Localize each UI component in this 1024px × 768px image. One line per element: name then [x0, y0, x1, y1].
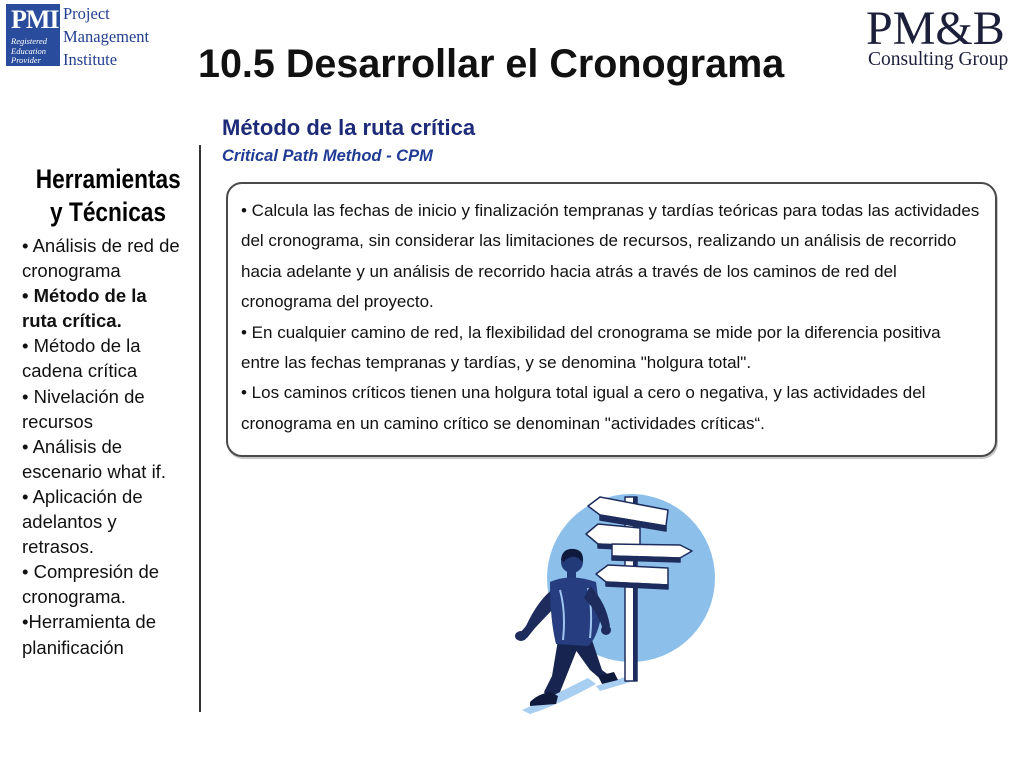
tool-item-leads-lags	[22, 484, 198, 559]
tool-item-line: •Herramienta de	[22, 611, 156, 633]
businessman-at-signpost-icon	[500, 470, 730, 715]
bullet-early-late-dates	[241, 196, 985, 318]
pmi-wordmark-line: Institute	[63, 50, 118, 69]
tool-item-line: • Aplicación de	[22, 485, 143, 507]
pmb-logo-tagline: Consulting Group	[868, 49, 1009, 70]
bullet-line: cronograma del proyecto.	[241, 292, 434, 312]
tool-item-line: ruta crítica.	[22, 310, 122, 332]
tool-item-scheduling-tool	[22, 609, 198, 659]
pmi-logo-wordmark	[63, 2, 149, 71]
slide-title: 10.5 Desarrollar el Cronograma	[198, 42, 785, 86]
tool-item-line: retrasos.	[22, 536, 94, 558]
pmi-wordmark-line: Management	[63, 27, 150, 46]
tool-item-line: cronograma	[22, 260, 121, 282]
tool-item-line: • Análisis de red de	[22, 235, 180, 256]
bullet-line: del cronograma, sin considerar las limitaciones de recursos, realizando un análisis de recorrido	[241, 231, 957, 251]
back-foot	[530, 692, 558, 706]
pmi-logo-mark: PMI	[11, 5, 59, 34]
bullet-total-float	[241, 318, 985, 379]
tool-item-line: cronograma.	[22, 586, 126, 608]
tool-item-line: adelantos y	[22, 511, 117, 533]
front-hand	[601, 625, 611, 635]
bullet-line: • Calcula las fechas de inicio y finalización tempranas y tardías teóricas para todas las actividades	[241, 201, 980, 220]
tool-item-line: • Método de la	[22, 285, 147, 307]
description-box	[226, 182, 997, 457]
tool-item-line: • Método de la	[22, 335, 141, 357]
tool-item-network-analysis	[22, 233, 198, 283]
pmi-wordmark-line: Project	[63, 4, 110, 23]
vertical-divider	[199, 145, 201, 712]
tool-item-critical-chain	[22, 333, 198, 383]
pmi-badge-line: Education	[11, 45, 46, 56]
bullet-line: hacia adelante y un análisis de recorrido hacia atrás a través de los caminos de red del	[241, 261, 897, 281]
slide-subtitle: Método de la ruta crítica	[222, 115, 476, 140]
tool-item-line: escenario what if.	[22, 460, 166, 482]
bullet-line: • En cualquier camino de red, la flexibilidad del cronograma se mide por la diferencia positiva	[241, 322, 941, 342]
tools-list	[22, 233, 198, 660]
tool-item-critical-path	[22, 283, 198, 333]
bullet-line: entre las fechas tempranas y tardías, y se denomina "holgura total".	[241, 353, 752, 373]
tool-item-resource-leveling	[22, 384, 198, 434]
tool-item-line: • Análisis de	[22, 435, 123, 457]
tool-item-line: planificación	[22, 636, 124, 658]
tool-item-what-if	[22, 434, 198, 484]
back-hand	[515, 631, 527, 641]
torso	[550, 578, 601, 647]
tool-item-line: • Nivelación de	[22, 385, 145, 407]
tool-item-line: • Compresión de	[22, 561, 160, 583]
tool-item-compression	[22, 559, 198, 609]
pmi-logo-badge	[6, 4, 60, 66]
tool-item-line: cadena crítica	[22, 360, 138, 382]
pmi-badge-line: Provider	[11, 55, 41, 66]
tool-item-line: recursos	[22, 410, 93, 432]
pmb-logo-name: PM&B	[866, 2, 1005, 55]
pmi-badge-text	[11, 37, 47, 66]
pmi-badge-line: Registered	[11, 36, 48, 46]
sidebar-heading-line: Herramientas	[35, 164, 181, 194]
bullet-line: • Los caminos críticos tienen una holgura total igual a cero o negativa, y las actividades del	[241, 383, 926, 403]
sidebar-heading	[18, 163, 198, 229]
bullet-line: cronograma en un camino crítico se denominan "actividades críticas“.	[241, 413, 765, 433]
slide-subtitle-english: Critical Path Method - CPM	[222, 147, 433, 165]
bullet-critical-paths	[241, 378, 985, 439]
sidebar-heading-line: y Técnicas	[50, 197, 166, 227]
